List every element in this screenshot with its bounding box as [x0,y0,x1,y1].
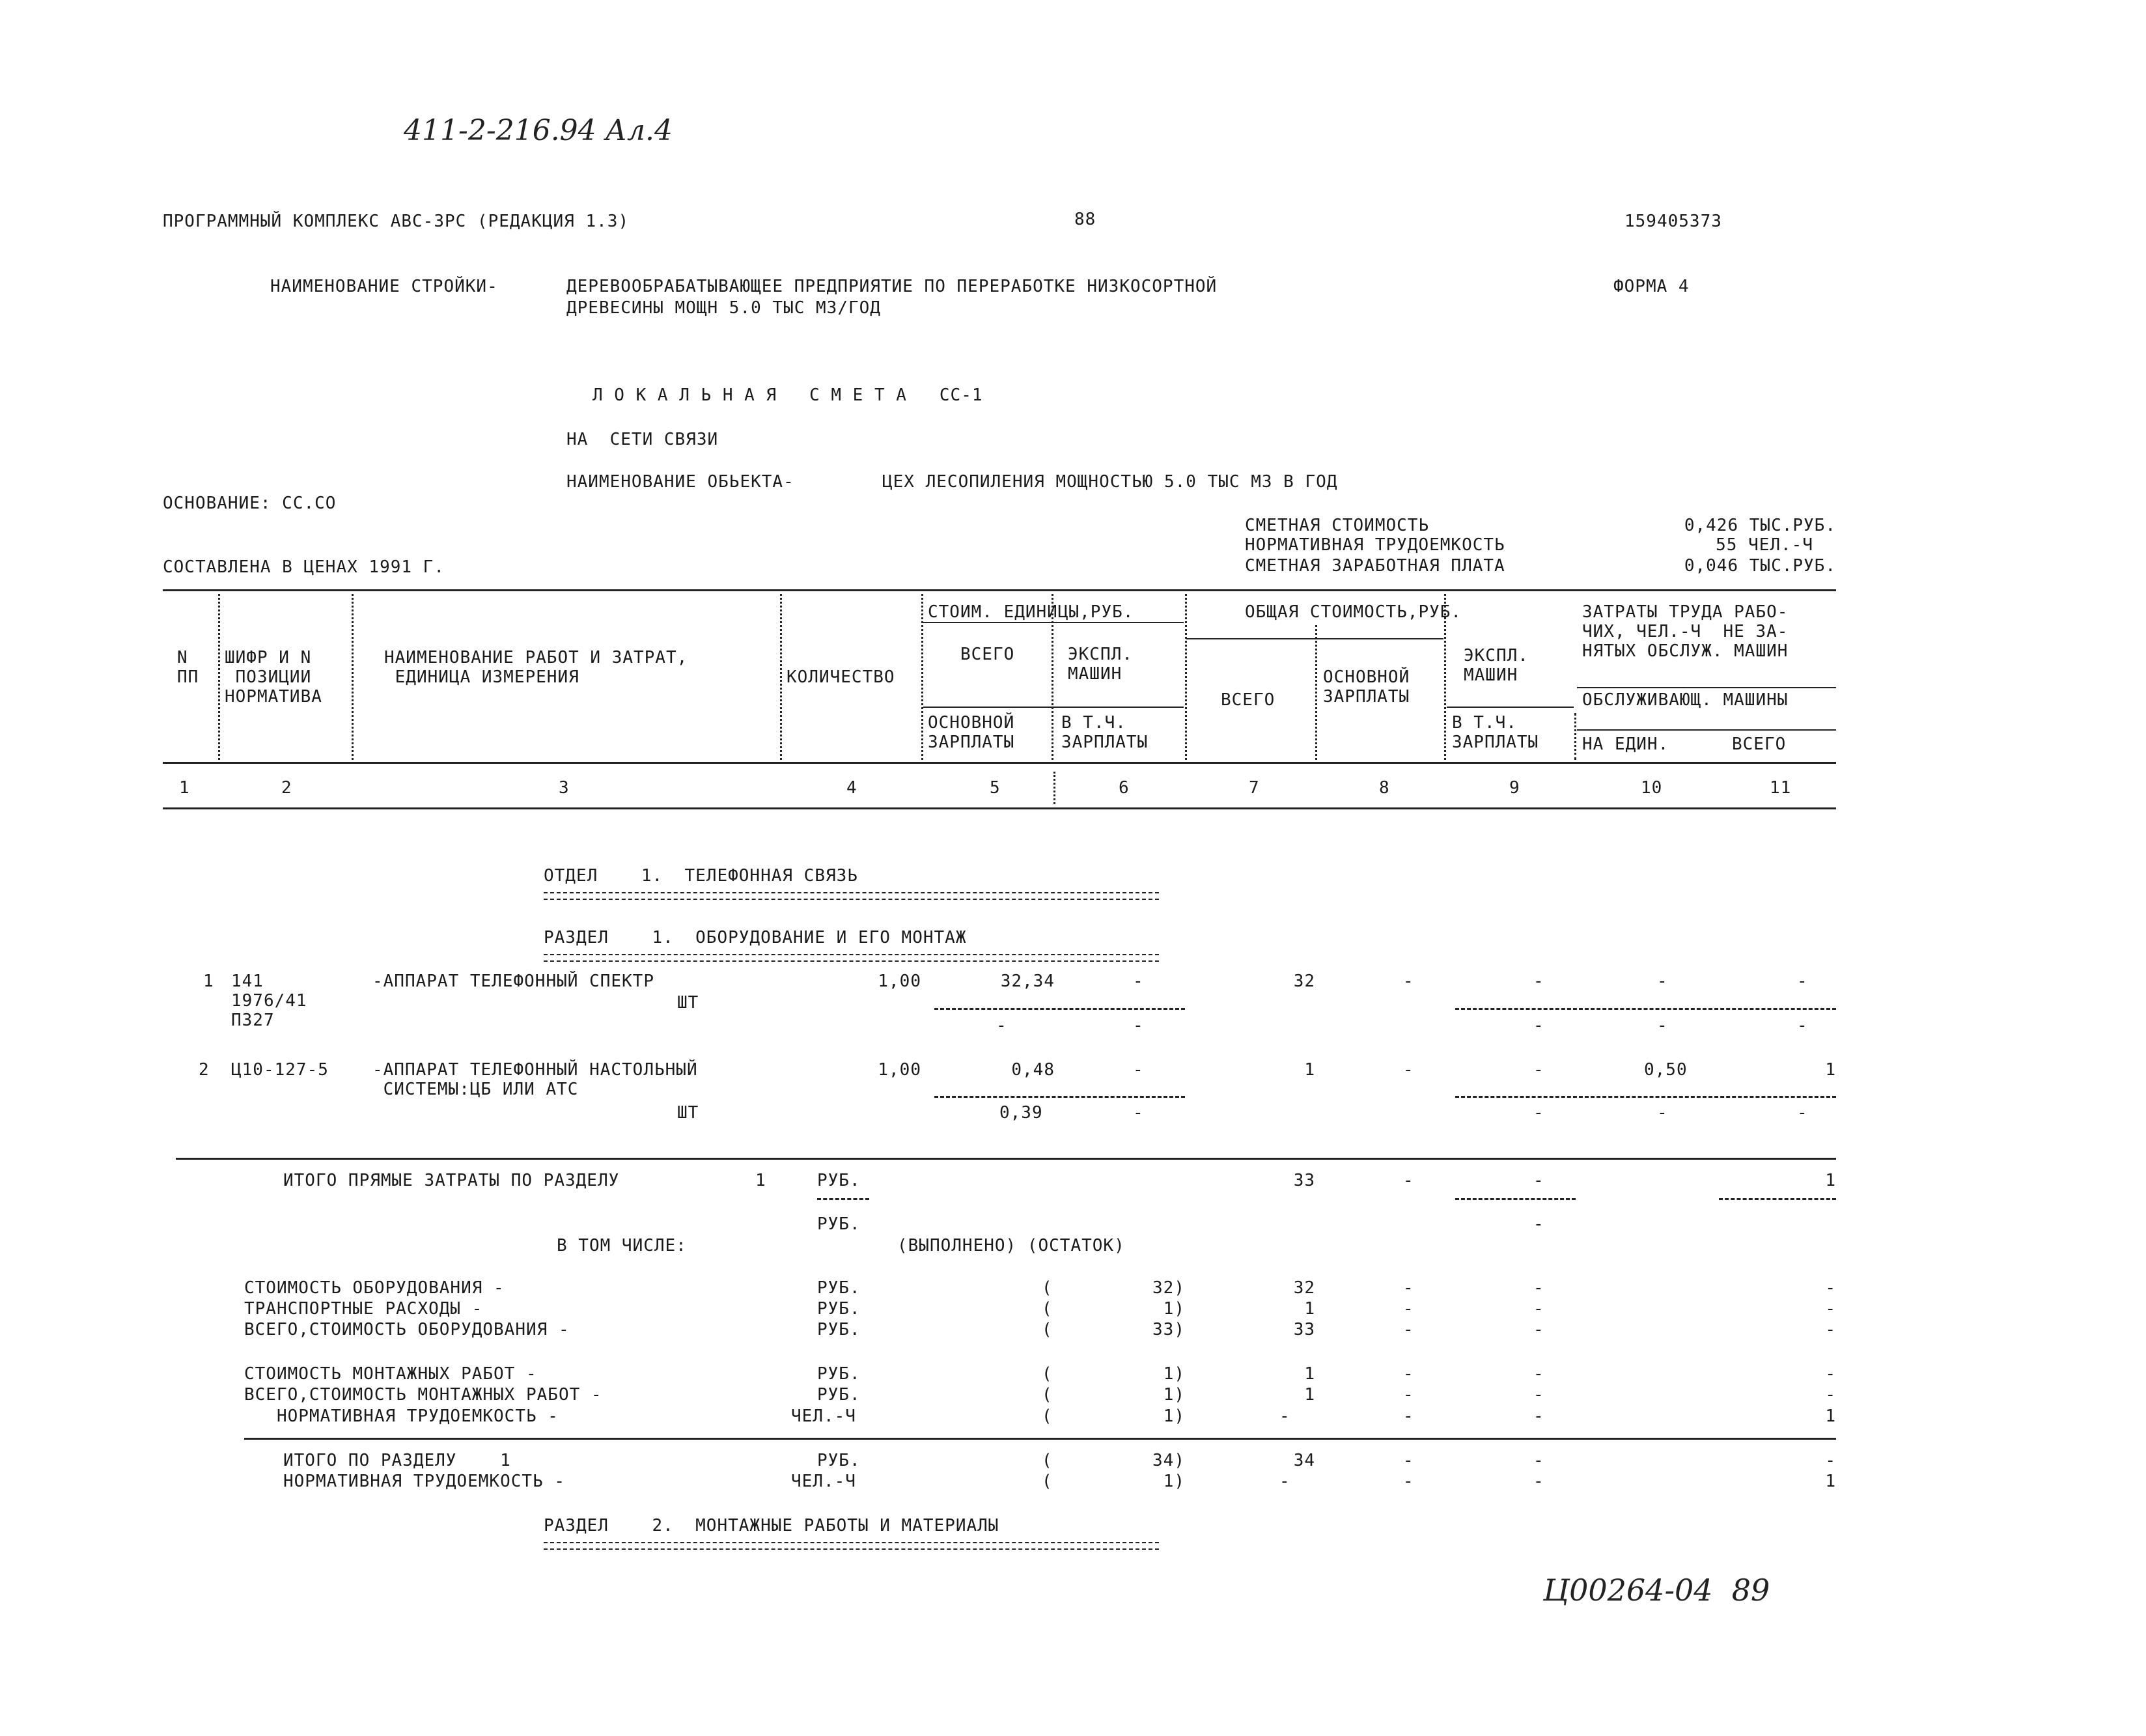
razdel-total-c8: - [1403,1472,1414,1491]
estimate-title: Л О К А Л Ь Н А Я С М Е Т А СС-1 [592,385,983,405]
razdel-total-label: НОРМАТИВНАЯ ТРУДОЕМКОСТЬ - [283,1472,565,1491]
breakdown-unit: РУБ. [817,1385,861,1405]
breakdown-ost: 33) [1152,1320,1185,1339]
razdel2-title: РАЗДЕЛ 2. МОНТАЖНЫЕ РАБОТЫ И МАТЕРИАЛЫ [544,1516,999,1535]
hdr-unit-wage: ОСНОВНОЙ ЗАРПЛАТЫ [928,713,1015,752]
document-number: 159405373 [1624,212,1722,231]
stroika-label: НАИМЕНОВАНИЕ СТРОЙКИ- [270,277,498,296]
row-subrule [1455,1008,1836,1010]
table-num-bottom-rule [163,807,1836,809]
breakdown-label: СТОИМОСТЬ ОБОРУДОВАНИЯ - [244,1278,505,1298]
row-name: -АППАРАТ ТЕЛЕФОННЫЙ СПЕКТР [372,972,654,991]
col-num: 4 [846,778,857,798]
col-sep [1574,713,1576,760]
hdr-num: N ПП [177,648,199,687]
summary-value-2: 55 ЧЕЛ.-Ч [1716,535,1813,555]
razdel-total-ost: 1) [1163,1472,1185,1491]
forma-label: ФОРМА 4 [1613,277,1690,296]
breakdown-c9: - [1533,1278,1544,1298]
breakdown-c8: - [1403,1278,1414,1298]
breakdown-c9: - [1533,1407,1544,1426]
row-c10: - [1657,972,1668,991]
row-c6: - [1133,1060,1144,1080]
row-c5: 32,34 [1000,972,1055,991]
row-c7: 32 [1293,972,1315,991]
hdr-labor-service: ОБСЛУЖИВАЮЩ. МАШИНЫ [1582,690,1789,710]
page-number: 88 [1074,210,1096,229]
hdr-total-mach: ЭКСПЛ. МАШИН [1464,646,1529,685]
col-num: 2 [281,778,292,798]
razdel1-title: РАЗДЕЛ 1. ОБОРУДОВАНИЕ И ЕГО МОНТАЖ [544,928,967,947]
razdel-total-rule [244,1438,1836,1440]
header-subrule [1577,687,1836,688]
row-c7: 1 [1304,1060,1315,1080]
sum-rule [1455,1198,1576,1200]
breakdown-label: ВСЕГО,СТОИМОСТЬ МОНТАЖНЫХ РАБОТ - [244,1385,602,1405]
hdr-total: ВСЕГО [1221,690,1275,710]
itogo-pryamye-c9b: - [1533,1214,1544,1234]
row-c9: - [1533,1060,1544,1080]
hdr-unit-total: ВСЕГО [960,645,1015,664]
row-c6b: - [1133,1016,1144,1035]
row-c10b: - [1657,1103,1668,1123]
row-name: -АППАРАТ ТЕЛЕФОННЫЙ НАСТОЛЬНЫЙ СИСТЕМЫ:ЦБ ИЛИ АТС [372,1060,698,1099]
breakdown-c7: 33 [1293,1320,1315,1339]
razdel-total-ost: 34) [1152,1451,1185,1470]
breakdown-ost: 32) [1152,1278,1185,1298]
breakdown-c8: - [1403,1385,1414,1405]
col-sep [1185,594,1187,760]
breakdown-unit: РУБ. [817,1320,861,1339]
sostavlena: СОСТАВЛЕНА В ЦЕНАХ 1991 Г. [163,557,445,577]
row-number: 2 [199,1060,210,1080]
breakdown-paren: ( [1042,1385,1053,1405]
breakdown-ost: 1) [1163,1299,1185,1319]
hdr-labor-total: ВСЕГО [1732,735,1787,754]
col-sep [921,594,923,760]
razdel-total-label: ИТОГО ПО РАЗДЕЛУ 1 [283,1451,511,1470]
row-c6b: - [1133,1103,1144,1123]
row-c8: - [1403,1060,1414,1080]
razdel2-underline [544,1542,1159,1550]
col-num: 7 [1249,778,1260,798]
row-number: 1 [203,972,214,991]
summary-label-1: СМЕТНАЯ СТОИМОСТЬ [1245,516,1430,535]
row-subrule [934,1096,1185,1098]
row-c10b: - [1657,1016,1668,1035]
breakdown-paren: ( [1042,1278,1053,1298]
hdr-unit-cost: СТОИМ. ЕДИНИЦЫ,РУБ. [928,602,1134,622]
breakdown-c8: - [1403,1407,1414,1426]
col-num: 3 [559,778,570,798]
breakdown-label: СТОИМОСТЬ МОНТАЖНЫХ РАБОТ - [244,1364,537,1384]
items-bottom-rule [176,1158,1836,1160]
hdr-total-mach-wage: В Т.Ч. ЗАРПЛАТЫ [1452,713,1539,752]
razdel-total-c11: - [1825,1451,1836,1470]
hdr-name: НАИМЕНОВАНИЕ РАБОТ И ЗАТРАТ, ЕДИНИЦА ИЗМЕРЕНИЯ [384,648,688,687]
breakdown-unit: РУБ. [817,1299,861,1319]
razdel-total-c9: - [1533,1472,1544,1491]
hdr-labor: ЗАТРАТЫ ТРУДА РАБО- ЧИХ, ЧЕЛ.-Ч НЕ ЗА- НЯТЫХ ОБСЛУЖ. МАШИН [1582,602,1789,661]
itogo-pryamye-c7: 33 [1293,1171,1315,1190]
header-subrule [1447,707,1574,708]
col-num: 10 [1641,778,1663,798]
breakdown-paren: ( [1042,1320,1053,1339]
breakdown-c8: - [1403,1364,1414,1384]
breakdown-c8: - [1403,1320,1414,1339]
row-c9: - [1533,972,1544,991]
row-c10: 0,50 [1644,1060,1688,1080]
breakdown-c9: - [1533,1299,1544,1319]
row-c5b: - [996,1016,1007,1035]
breakdown-c7: 1 [1304,1364,1315,1384]
razdel-total-unit: ЧЕЛ.-Ч [791,1472,856,1491]
col-num: 5 [990,778,1001,798]
breakdown-label: НОРМАТИВНАЯ ТРУДОЕМКОСТЬ - [244,1407,559,1426]
hdr-unit-mach-wage: В Т.Ч. ЗАРПЛАТЫ [1061,713,1149,752]
header-subrule [923,707,1184,708]
header-subrule [923,622,1184,623]
breakdown-c11: - [1825,1364,1836,1384]
row-c8: - [1403,972,1414,991]
table-top-rule [163,589,1836,591]
col-num: 6 [1119,778,1130,798]
breakdown-c9: - [1533,1364,1544,1384]
itogo-pryamye-unit-2: РУБ. [817,1214,861,1234]
razdel-total-c7: - [1279,1472,1290,1491]
breakdown-label: ВСЕГО,СТОИМОСТЬ ОБОРУДОВАНИЯ - [244,1320,570,1339]
col-sep [352,594,354,760]
row-c5: 0,48 [1011,1060,1055,1080]
breakdown-paren: ( [1042,1299,1053,1319]
breakdown-c11: - [1825,1278,1836,1298]
col-sep [218,594,220,760]
breakdown-unit: ЧЕЛ.-Ч [791,1407,856,1426]
col-num: 8 [1379,778,1390,798]
breakdown-c9: - [1533,1385,1544,1405]
row-c11b: - [1797,1016,1808,1035]
summary-value-3: 0,046 ТЫС.РУБ. [1684,556,1836,576]
itogo-pryamye-c11: 1 [1825,1171,1836,1190]
breakdown-c8: - [1403,1299,1414,1319]
otdel-title: ОТДЕЛ 1. ТЕЛЕФОННАЯ СВЯЗЬ [544,866,858,886]
row-c6: - [1133,972,1144,991]
row-code: Ц10-127-5 [231,1060,329,1080]
row-c9b: - [1533,1103,1544,1123]
row-c11: 1 [1825,1060,1836,1080]
otdel-underline [544,892,1159,900]
breakdown-paren: ( [1042,1407,1053,1426]
stroika-line-2: ДРЕВЕСИНЫ МОЩН 5.0 ТЫС М3/ГОД [566,298,881,318]
razdel-total-c9: - [1533,1451,1544,1470]
breakdown-c7: 1 [1304,1299,1315,1319]
razdel-total-paren: ( [1042,1451,1053,1470]
razdel-total-unit: РУБ. [817,1451,861,1470]
breakdown-c7: 32 [1293,1278,1315,1298]
col-num: 1 [179,778,190,798]
breakdown-c11: 1 [1825,1407,1836,1426]
osnovanie: ОСНОВАНИЕ: СС.СО [163,494,337,513]
col-sep [1315,625,1317,760]
row-c5b: 0,39 [999,1103,1043,1123]
summary-label-3: СМЕТНАЯ ЗАРАБОТНАЯ ПЛАТА [1245,556,1505,576]
stroika-line-1: ДЕРЕВООБРАБАТЫВАЮЩЕЕ ПРЕДПРИЯТИЕ ПО ПЕРЕРАБОТКЕ НИЗКОСОРТНОЙ [566,277,1218,296]
breakdown-unit: РУБ. [817,1364,861,1384]
summary-value-1: 0,426 ТЫС.РУБ. [1684,516,1836,535]
breakdown-c11: - [1825,1320,1836,1339]
row-unit: ШТ [677,1103,699,1123]
col-num: 11 [1770,778,1792,798]
itogo-pryamye-c9: - [1533,1171,1544,1190]
vypolneno-ostatok: (ВЫПОЛНЕНО) (ОСТАТОК) [897,1236,1125,1255]
breakdown-ost: 1) [1163,1364,1185,1384]
razdel-total-c7: 34 [1293,1451,1315,1470]
table-header-bottom-rule [163,762,1836,764]
row-c9b: - [1533,1016,1544,1035]
breakdown-label: ТРАНСПОРТНЫЕ РАСХОДЫ - [244,1299,483,1319]
breakdown-c7: - [1279,1407,1290,1426]
row-c11: - [1797,972,1808,991]
hdr-code: ШИФР И N ПОЗИЦИИ НОРМАТИВА [225,648,322,707]
row-qty: 1,00 [878,1060,921,1080]
col-num: 9 [1509,778,1520,798]
breakdown-ost: 1) [1163,1385,1185,1405]
breakdown-c11: - [1825,1299,1836,1319]
razdel-total-c11: 1 [1825,1472,1836,1491]
row-subrule [1455,1096,1836,1098]
itogo-pryamye-num: 1 [755,1171,766,1190]
row-subrule [934,1008,1185,1010]
breakdown-c11: - [1825,1385,1836,1405]
razdel-total-paren: ( [1042,1472,1053,1491]
breakdown-unit: РУБ. [817,1278,861,1298]
unit-rule [817,1198,869,1200]
estimate-subtitle: НА СЕТИ СВЯЗИ [566,430,719,449]
row-qty: 1,00 [878,972,921,991]
row-code: 141 1976/41 П327 [231,972,307,1030]
itogo-pryamye-c8: - [1403,1171,1414,1190]
summary-label-2: НОРМАТИВНАЯ ТРУДОЕМКОСТЬ [1245,535,1505,555]
itogo-pryamye-unit: РУБ. [817,1171,861,1190]
hdr-total-wage: ОСНОВНОЙ ЗАРПЛАТЫ [1323,667,1410,707]
hdr-unit-mach: ЭКСПЛ. МАШИН [1068,645,1133,684]
object-name: ЦЕХ ЛЕСОПИЛЕНИЯ МОЩНОСТЬЮ 5.0 ТЫС М3 В ГОД [882,472,1338,492]
itogo-pryamye-label: ИТОГО ПРЯМЫЕ ЗАТРАТЫ ПО РАЗДЕЛУ [283,1171,620,1190]
header-subrule [1186,638,1443,639]
razdel-total-c8: - [1403,1451,1414,1470]
row-c11b: - [1797,1103,1808,1123]
sum-rule [1719,1198,1836,1200]
object-label: НАИМЕНОВАНИЕ ОБЬЕКТА- [566,472,794,492]
header-subrule [1577,729,1836,731]
row-unit: ШТ [677,993,699,1013]
handwritten-project-code: 411-2-216.94 Ал.4 [404,114,673,147]
breakdown-paren: ( [1042,1364,1053,1384]
hdr-total-cost: ОБЩАЯ СТОИМОСТЬ,РУБ. [1245,602,1462,622]
hdr-qty: КОЛИЧЕСТВО [787,667,895,687]
col-sep [1053,772,1055,804]
program-name: ПРОГРАММНЫЙ КОМПЛЕКС АВС-3РС (РЕДАКЦИЯ 1.3) [163,212,630,231]
handwritten-sheet-code: Ц00264-04 89 [1543,1573,1770,1608]
col-sep [780,594,782,760]
hdr-labor-unit: НА ЕДИН. [1582,735,1669,754]
v-tom-chisle: В ТОМ ЧИСЛЕ: [557,1236,687,1255]
breakdown-c7: 1 [1304,1385,1315,1405]
breakdown-c9: - [1533,1320,1544,1339]
breakdown-ost: 1) [1163,1407,1185,1426]
razdel1-underline [544,954,1159,962]
